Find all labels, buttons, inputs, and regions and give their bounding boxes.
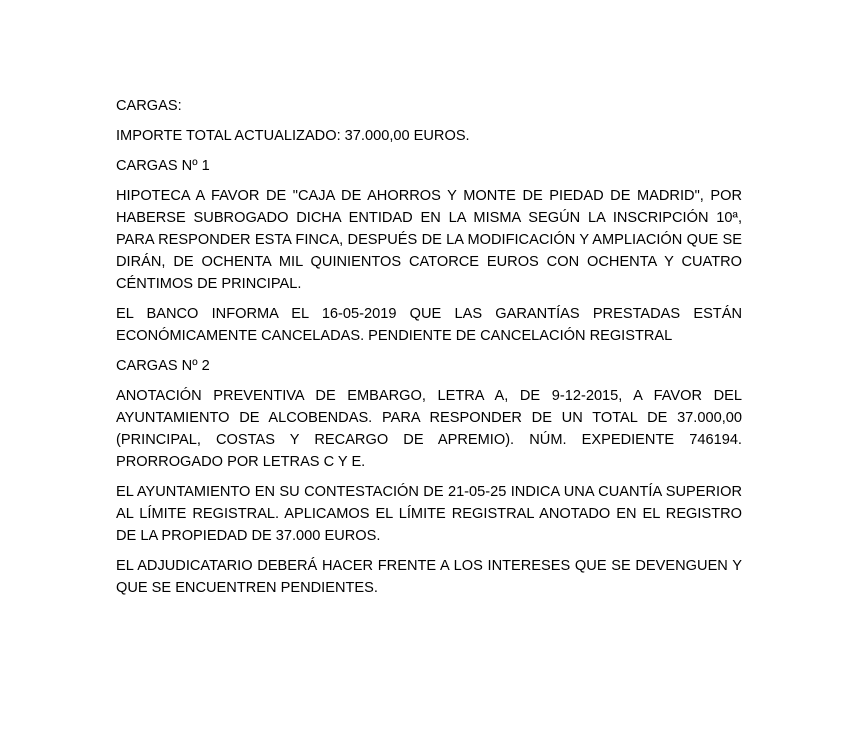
- carga-1-note: EL BANCO INFORMA EL 16-05-2019 QUE LAS GARANTÍAS PRESTADAS ESTÁN ECONÓMICAMENTE CANCELADAS. PENDIENTE DE CANCELACIÓN REGISTRAL: [116, 306, 742, 344]
- closing-paragraph: EL ADJUDICATARIO DEBERÁ HACER FRENTE A LOS INTERESES QUE SE DEVENGUEN Y QUE SE ENCUENTREN PENDIENTES.: [116, 558, 742, 596]
- total-amount-line: IMPORTE TOTAL ACTUALIZADO: 37.000,00 EUROS.: [116, 128, 470, 144]
- document-body: [116, 95, 742, 607]
- cargas-heading: CARGAS:: [116, 98, 182, 114]
- carga-2-note: EL AYUNTAMIENTO EN SU CONTESTACIÓN DE 21-05-25 INDICA UNA CUANTÍA SUPERIOR AL LÍMITE REGISTRAL. APLICAMOS EL LÍMITE REGISTRAL ANOTADO EN EL REGISTRO DE LA PROPIEDAD DE 37.000 EUROS.: [116, 484, 742, 544]
- carga-2-title: CARGAS Nº 2: [116, 358, 210, 374]
- carga-1-title: CARGAS Nº 1: [116, 158, 210, 174]
- carga-1-description: HIPOTECA A FAVOR DE "CAJA DE AHORROS Y MONTE DE PIEDAD DE MADRID", POR HABERSE SUBROGADO DICHA ENTIDAD EN LA MISMA SEGÚN LA INSCRIPCIÓN 10ª, PARA RESPONDER ESTA FINCA, DESPUÉS DE LA MODIFICACIÓN Y AMPLIACIÓN QUE SE DIRÁN, DE OCHENTA MIL QUINIENTOS CATORCE EUROS CON OCHENTA Y CUATRO CÉNTIMOS DE PRINCIPAL.: [116, 188, 742, 292]
- carga-2-description: ANOTACIÓN PREVENTIVA DE EMBARGO, LETRA A, DE 9-12-2015, A FAVOR DEL AYUNTAMIENTO DE ALCOBENDAS. PARA RESPONDER DE UN TOTAL DE 37.000,00 (PRINCIPAL, COSTAS Y RECARGO DE APREMIO). NÚM. EXPEDIENTE 746194. PRORROGADO POR LETRAS C Y E.: [116, 388, 742, 470]
